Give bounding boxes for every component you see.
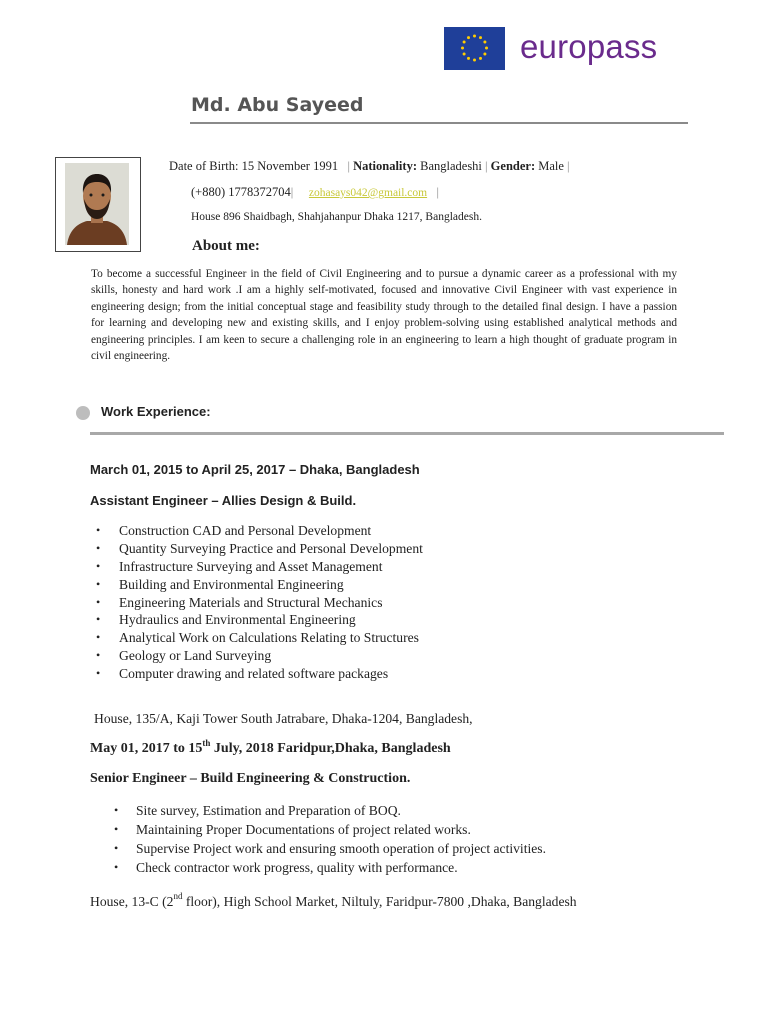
about-text: To become a successful Engineer in the field of Civil Engineering and to pursue a dynamic career as a professional with my skills, honesty and hard work .I am a highly self-motivated, focused and innovative Civil Engineer with vast experience in engineering design; from the initial conceptual stage and feasibility study through to the detailed final design. I have a passion for learning and developing new and existing skills, and I enjoy problem-solving using established analytical methods and engineering principles. I am keen to secure a challenging role in an engineering to learn a high thought of graduate program in civil engineering. bbox=[91, 268, 677, 363]
list-item: • Building and Environmental Engineering bbox=[119, 576, 423, 594]
gender-value: Male bbox=[538, 159, 564, 173]
list-item: • Supervise Project work and ensuring smooth operation of project activities. bbox=[136, 839, 546, 858]
list-item: • Check contractor work progress, quality with performance. bbox=[136, 858, 546, 877]
section-divider bbox=[90, 432, 724, 435]
avatar bbox=[65, 163, 129, 245]
list-item: • Computer drawing and related software packages bbox=[119, 665, 423, 683]
list-item: • Hydraulics and Environmental Engineering bbox=[119, 611, 423, 629]
list-item: • Geology or Land Surveying bbox=[119, 647, 423, 665]
job1-date: March 01, 2015 to April 25, 2017 – Dhaka, Bangladesh bbox=[90, 462, 420, 477]
list-item: • Construction CAD and Personal Development bbox=[119, 522, 423, 540]
name-divider bbox=[190, 122, 688, 124]
job1-duties-list bbox=[119, 522, 423, 683]
email-link[interactable]: zohasays042@gmail.com bbox=[308, 187, 428, 199]
work-experience-heading: Work Experience: bbox=[101, 404, 211, 419]
dob-label: Date of Birth: bbox=[169, 159, 239, 173]
profile-photo bbox=[55, 157, 141, 252]
section-bullet-icon bbox=[76, 406, 90, 420]
job2-title: Senior Engineer – Build Engineering & Construction. bbox=[90, 771, 411, 786]
list-item: • Infrastructure Surveying and Asset Management bbox=[119, 558, 423, 576]
eu-flag-logo bbox=[444, 27, 505, 70]
europass-brand: europass bbox=[520, 28, 658, 65]
personal-info-row: Date of Birth: 15 November 1991 | Nationality: Bangladeshi | Gender: Male | bbox=[169, 159, 570, 173]
list-item: • Quantity Surveying Practice and Personal Development bbox=[119, 540, 423, 558]
home-address: House 896 Shaidbagh, Shahjahanpur Dhaka 1217, Bangladesh. bbox=[191, 211, 482, 223]
contact-row: (+880) 1778372704| zohasays042@gmail.com | bbox=[191, 185, 439, 199]
nationality-label: Nationality: bbox=[353, 159, 417, 173]
job1-address: House, 135/A, Kaji Tower South Jatrabare, Dhaka-1204, Bangladesh, bbox=[94, 711, 473, 726]
list-item: • Analytical Work on Calculations Relating to Structures bbox=[119, 629, 423, 647]
job2-address: House, 13-C (2nd floor), High School Market, Niltuly, Faridpur-7800 ,Dhaka, Bangladesh bbox=[90, 891, 577, 909]
list-item: • Engineering Materials and Structural Mechanics bbox=[119, 594, 423, 612]
job2-date: May 01, 2017 to 15th July, 2018 Faridpur,Dhaka, Bangladesh bbox=[90, 738, 451, 756]
candidate-name: Md. Abu Sayeed bbox=[191, 94, 364, 116]
job1-title: Assistant Engineer – Allies Design & Build. bbox=[90, 493, 357, 508]
dob-value: 15 November 1991 bbox=[241, 159, 339, 173]
eu-stars-icon bbox=[444, 27, 505, 70]
gender-label: Gender: bbox=[490, 159, 536, 173]
list-item: • Maintaining Proper Documentations of project related works. bbox=[136, 820, 546, 839]
phone-number: (+880) 1778372704 bbox=[191, 185, 291, 199]
list-item: • Site survey, Estimation and Preparation of BOQ. bbox=[136, 801, 546, 820]
job2-duties-list bbox=[136, 801, 546, 877]
nationality-value: Bangladeshi bbox=[420, 159, 482, 173]
about-heading: About me: bbox=[192, 238, 260, 254]
